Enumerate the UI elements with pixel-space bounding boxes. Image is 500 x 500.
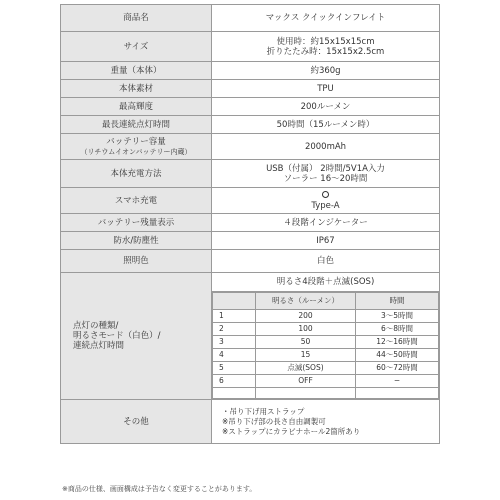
table-row bbox=[213, 375, 439, 388]
waterproof-value: IP67 bbox=[212, 232, 440, 250]
size-value bbox=[212, 32, 440, 62]
row-battery bbox=[61, 134, 440, 160]
size-value-1: 使用時：約15x15x15cm bbox=[276, 36, 375, 47]
product-name: マックス クイックインフレイト bbox=[212, 5, 440, 32]
mode-brightness: 100 bbox=[256, 323, 356, 336]
row-product bbox=[61, 5, 440, 32]
waterproof-label: 防水/防塵性 bbox=[61, 232, 212, 250]
color-label: 照明色 bbox=[61, 250, 212, 273]
phone-value bbox=[212, 188, 440, 214]
mode-num: 2 bbox=[213, 323, 256, 336]
mode-num: 6 bbox=[213, 375, 256, 388]
row-indicator bbox=[61, 214, 440, 232]
modes-summary: 明るさ4段階＋点滅(SOS) bbox=[212, 273, 439, 292]
runtime-label: 最長連続点灯時間 bbox=[61, 116, 212, 134]
weight-label: 重量（本体） bbox=[61, 62, 212, 80]
runtime-value: 50時間（15ルーメン時） bbox=[212, 116, 440, 134]
phone-value-type: Type-A bbox=[311, 200, 340, 211]
indicator-label: バッテリー残量表示 bbox=[61, 214, 212, 232]
color-value: 白色 bbox=[212, 250, 440, 273]
mode-time: 44〜50時間 bbox=[356, 349, 439, 362]
indicator-value: ４段階インジケーター bbox=[212, 214, 440, 232]
modes-spacer-row bbox=[213, 388, 439, 399]
battery-label bbox=[61, 134, 212, 160]
mode-brightness: OFF bbox=[256, 375, 356, 388]
battery-value: 2000mAh bbox=[212, 134, 440, 160]
weight-value: 約360g bbox=[212, 62, 440, 80]
modes-header-num bbox=[213, 293, 256, 310]
mode-num: 1 bbox=[213, 310, 256, 323]
modes-label bbox=[61, 273, 212, 400]
row-size bbox=[61, 32, 440, 62]
size-value-2: 折りたたみ時：15x15x2.5cm bbox=[266, 46, 385, 57]
mode-brightness: 50 bbox=[256, 336, 356, 349]
charging-value-2: ソーラー 16〜20時間 bbox=[283, 173, 368, 184]
table-row bbox=[213, 362, 439, 375]
row-runtime bbox=[61, 116, 440, 134]
mode-num: 5 bbox=[213, 362, 256, 375]
modes-header-row bbox=[213, 293, 439, 310]
brightness-label: 最高輝度 bbox=[61, 98, 212, 116]
row-weight bbox=[61, 62, 440, 80]
mode-num: 4 bbox=[213, 349, 256, 362]
charging-value bbox=[212, 160, 440, 188]
mode-time: 3〜5時間 bbox=[356, 310, 439, 323]
other-line-1: ・吊り下げ用ストラップ bbox=[222, 406, 305, 416]
battery-label-2: （リチウムイオンバッテリー内蔵） bbox=[80, 147, 192, 156]
row-modes bbox=[61, 273, 440, 400]
row-brightness bbox=[61, 98, 440, 116]
mode-brightness: 15 bbox=[256, 349, 356, 362]
modes-label-1: 点灯の種類/ bbox=[73, 321, 119, 331]
row-other bbox=[61, 400, 440, 444]
material-value: TPU bbox=[212, 80, 440, 98]
phone-label: スマホ充電 bbox=[61, 188, 212, 214]
other-label: その他 bbox=[61, 400, 212, 444]
modes-header-brightness: 明るさ（ルーメン） bbox=[256, 293, 356, 310]
modes-label-2: 明るさモード（白色）/ bbox=[73, 331, 161, 341]
other-value bbox=[212, 400, 440, 444]
table-row bbox=[213, 349, 439, 362]
mode-time: − bbox=[356, 375, 439, 388]
table-row bbox=[213, 323, 439, 336]
row-phone-charge bbox=[61, 188, 440, 214]
table-row bbox=[213, 336, 439, 349]
other-line-2: ※吊り下げ部の長さ自由調製可 bbox=[222, 416, 326, 426]
row-material bbox=[61, 80, 440, 98]
row-color bbox=[61, 250, 440, 273]
table-row bbox=[213, 310, 439, 323]
row-waterproof bbox=[61, 232, 440, 250]
modes-value bbox=[212, 273, 440, 400]
battery-label-1: バッテリー容量 bbox=[106, 136, 166, 147]
charging-label: 本体充電方法 bbox=[61, 160, 212, 188]
material-label: 本体素材 bbox=[61, 80, 212, 98]
mode-time: 6〜8時間 bbox=[356, 323, 439, 336]
charging-value-1: USB（付属） 2時間/5V1A入力 bbox=[266, 163, 385, 174]
mode-time: 12〜16時間 bbox=[356, 336, 439, 349]
supported-circle-icon bbox=[322, 191, 329, 198]
mode-num: 3 bbox=[213, 336, 256, 349]
mode-time: 60〜72時間 bbox=[356, 362, 439, 375]
modes-label-3: 連続点灯時間 bbox=[73, 341, 125, 351]
product-label: 商品名 bbox=[61, 5, 212, 32]
mode-brightness: 点滅(SOS) bbox=[256, 362, 356, 375]
other-line-3: ※ストラップにカラビナホール2箇所あり bbox=[222, 426, 361, 436]
mode-brightness: 200 bbox=[256, 310, 356, 323]
footnote: ※商品の仕様、画面構成は予告なく変更することがあります。 bbox=[62, 485, 257, 493]
spec-table bbox=[60, 4, 440, 444]
size-label: サイズ bbox=[61, 32, 212, 62]
modes-table bbox=[212, 292, 439, 399]
brightness-value: 200ルーメン bbox=[212, 98, 440, 116]
row-charging bbox=[61, 160, 440, 188]
modes-header-time: 時間 bbox=[356, 293, 439, 310]
